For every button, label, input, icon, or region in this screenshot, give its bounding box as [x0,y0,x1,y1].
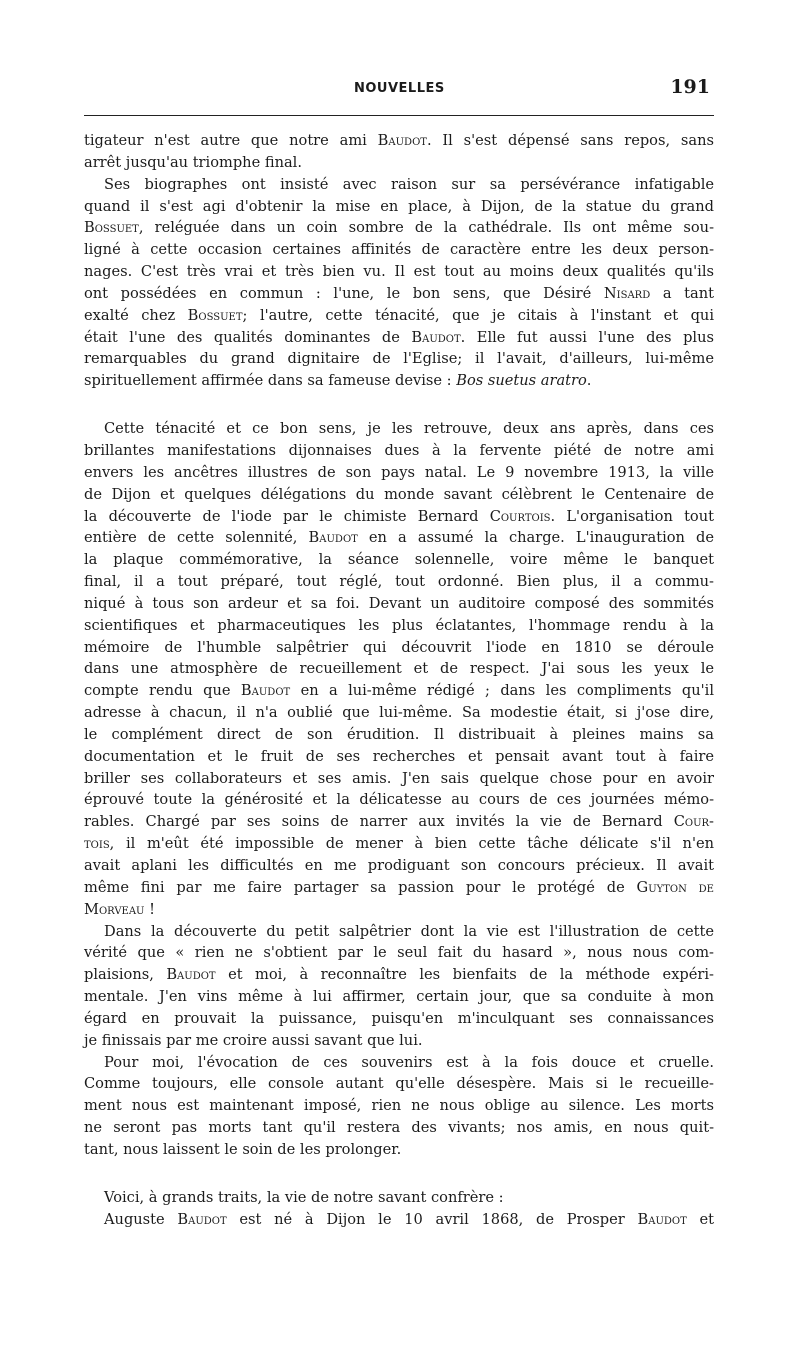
text-line: spirituellement affirmée dans sa fameuse devise : Bos suetus aratro. [84,372,592,390]
page-header [84,76,714,104]
text-line: Morveau ! [84,900,156,918]
proper-name: Cour- [673,813,714,831]
text-line: éprouvé toute la générosité et la délicatesse au cours de ces journées mémo- [84,791,714,809]
text-line: Cette ténacité et ce bon sens, je les retrouve, deux ans après, dans ces [104,420,714,438]
text-line: tois, il m'eût été impossible de mener à bien cette tâche délicate s'il n'en [84,835,714,853]
text-line: je finissais par me croire aussi savant que lui. [84,1031,423,1049]
text-line: Pour moi, l'évocation de ces souvenirs est à la fois douce et cruelle. [104,1053,714,1071]
text-line: de Dijon et quelques délégations du monde savant célèbrent le Centenaire de [84,485,714,503]
running-title: NOUVELLES [354,81,445,96]
proper-name: Nisard [603,284,651,302]
proper-name: Baudot [637,1210,687,1228]
text-line: niqué à tous son ardeur et sa foi. Devant un auditoire composé des sommités [84,594,714,612]
text-line: la plaque commémorative, la séance solennelle, voire même le banquet [84,551,714,569]
text-line: dans une atmosphère de recueillement et de respect. J'ai sous les yeux le [84,660,714,678]
text-line: Dans la découverte du petit salpêtrier dont la vie est l'illustration de cette [104,922,714,940]
paragraph-gap [84,392,714,418]
text-line: exalté chez Bossuet; l'autre, cette ténacité, que je citais à l'instant et qui [84,306,715,324]
text-line: plaisions, Baudot et moi, à reconnaître les bienfaits de la méthode expéri- [84,966,714,984]
text-line: était l'une des qualités dominantes de Baudot. Elle fut aussi l'une des plus [84,328,714,346]
paragraph [84,418,714,920]
text-line: le complément direct de son érudition. Il distribuait à pleines mains sa [84,725,714,743]
proper-name: Baudot [166,966,216,984]
text-line: ne seront pas morts tant qu'il restera des vivants; nos amis, en nous quit- [84,1119,714,1137]
proper-name: Guyton de [636,878,714,896]
paragraph [84,1052,714,1161]
text-line: Ses biographes ont insisté avec raison sur sa persévérance infatigable [104,175,714,193]
text-line: ont possédées en commun : l'une, le bon sens, que Désiré Nisard a tant [84,284,714,302]
proper-name: Baudot [377,132,427,149]
proper-name: Baudot [240,682,291,700]
text-line: arrêt jusqu'au triomphe final. [84,153,302,171]
proper-name: Bossuet [84,219,139,237]
body-text [84,130,714,1231]
paragraph [84,174,714,392]
text-line: égard en prouvait la puissance, puisqu'en m'inculquant ses connaissances [84,1009,714,1027]
text-line: tant, nous laissent le soin de les prolonger. [84,1140,402,1158]
text-line: brillantes manifestations dijonnaises dues à la fervente piété de notre ami [84,441,714,459]
text-line: remarquables du grand dignitaire de l'Eglise; il l'avait, d'ailleurs, lui-même [84,350,714,368]
proper-name: Baudot [411,328,461,346]
proper-name: Baudot [308,529,358,547]
proper-name: Bossuet [187,306,243,324]
text-line: Bossuet, reléguée dans un coin sombre de la cathédrale. Ils ont même sou- [84,219,714,237]
text-line: final, il a tout préparé, tout réglé, tout ordonné. Bien plus, il a commu- [84,573,714,591]
text-line: mentale. J'en vins même à lui affirmer, certain jour, que sa conduite à mon [84,988,714,1006]
text-line: ligné à cette occasion certaines affinités de caractère entre les deux person- [84,241,714,259]
text-line: ment nous est maintenant imposé, rien ne nous oblige au silence. Les morts [84,1097,714,1115]
text-line: Comme toujours, elle console autant qu'elle désespère. Mais si le recueille- [84,1075,714,1093]
page-number: 191 [670,76,710,98]
text-line: briller ses collaborateurs et ses amis. J'en sais quelque chose pour en avoir [84,769,714,787]
paragraph [84,1187,714,1209]
text-line: Auguste Baudot est né à Dijon le 10 avril 1868, de Prosper Baudot et [104,1210,715,1228]
text-line: la découverte de l'iode par le chimiste Bernard Courtois. L'organisation tout [84,507,714,525]
paragraph [84,1209,714,1231]
proper-name: tois [84,835,110,853]
text-line: Voici, à grands traits, la vie de notre savant confrère : [104,1188,504,1206]
text-line: tigateur n'est autre que notre ami Baudot. Il s'est dépensé sans repos, sans [84,132,714,149]
text-line: documentation et le fruit de ses recherches et pensait avant tout à faire [84,747,714,765]
proper-name: Baudot [177,1210,227,1228]
text-line: entière de cette solennité, Baudot en a assumé la charge. L'inauguration de [84,529,714,547]
text-line: scientifiques et pharmaceutiques les plus éclatantes, l'hommage rendu à la [84,616,714,634]
text-line: compte rendu que Baudot en a lui-même rédigé ; dans les compliments qu'il [84,682,714,700]
text-line: quand il s'est agi d'obtenir la mise en place, à Dijon, de la statue du grand [84,197,714,215]
text-line: même fini par me faire partager sa passion pour le protégé de Guyton de [84,878,714,896]
text-line: avait aplani les difficultés en me prodiguant son concours précieux. Il avait [84,857,714,874]
text-line: nages. C'est très vrai et très bien vu. Il est tout au moins deux qualités qu'ils [84,263,714,281]
proper-name: Morveau [84,900,145,918]
text-line: mémoire de l'humble salpêtrier qui découvrit l'iode en 1810 se déroule [84,638,714,656]
text-line: envers les ancêtres illustres de son pays natal. Le 9 novembre 1913, la ville [84,463,714,481]
latin-motto: Bos suetus aratro [456,372,587,390]
paragraph-gap [84,1161,714,1187]
text-line: rables. Chargé par ses soins de narrer aux invités la vie de Bernard Cour- [84,813,714,831]
header-rule [84,115,714,116]
paragraph [84,130,714,174]
paragraph [84,921,714,1052]
text-line: vérité que « rien ne s'obtient par le seul fait du hasard », nous nous com- [84,944,714,962]
proper-name: Courtois [489,507,551,525]
text-line: adresse à chacun, il n'a oublié que lui-même. Sa modestie était, si j'ose dire, [84,704,714,722]
